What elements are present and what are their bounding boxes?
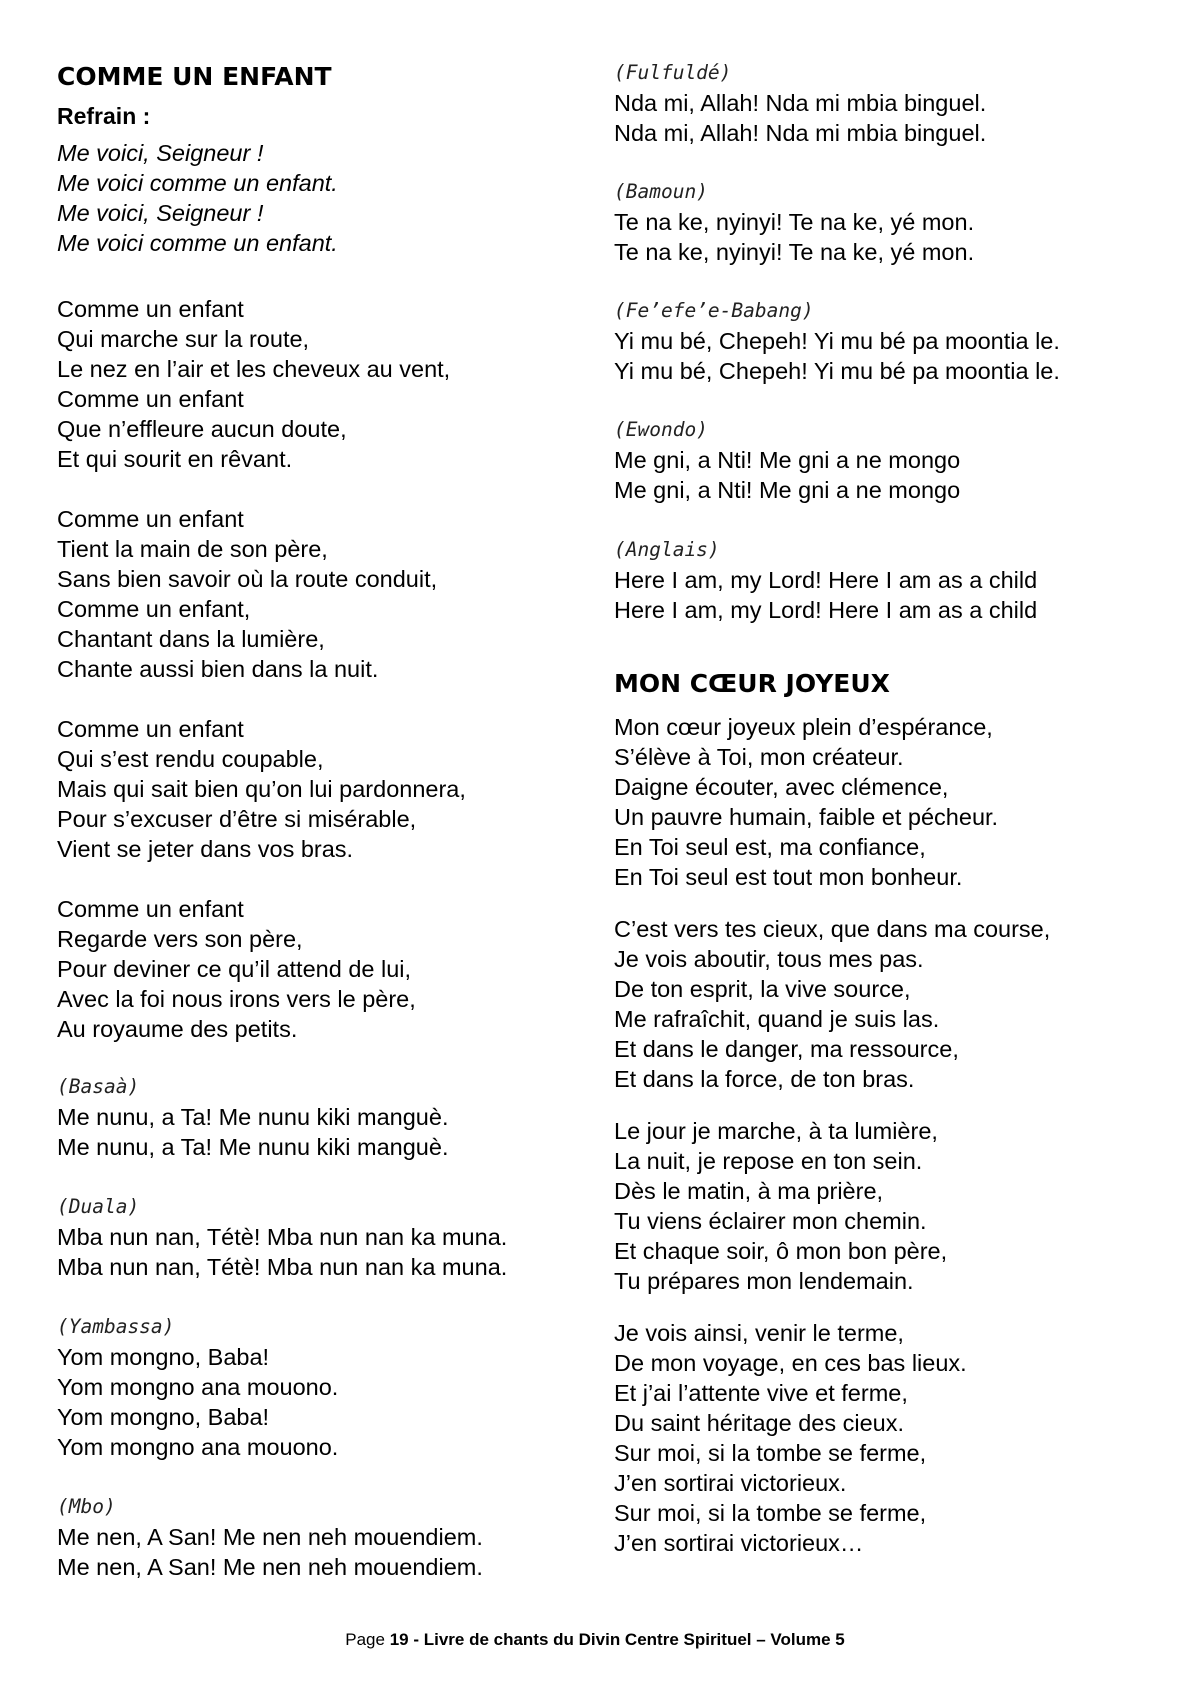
language-label: (Basaà)	[57, 1075, 140, 1098]
verse-line: Un pauvre humain, faible et pécheur.	[614, 804, 999, 830]
verse-2	[57, 504, 437, 684]
translation-line: Yom mongno ana mouono.	[57, 1374, 339, 1400]
translation-line: Me nunu, a Ta! Me nunu kiki manguè.	[57, 1104, 449, 1130]
verse-1	[57, 294, 450, 474]
verse-line: Vient se jeter dans vos bras.	[57, 836, 354, 862]
translation-line: Nda mi, Allah! Nda mi mbia binguel.	[614, 90, 987, 116]
verse-line: C’est vers tes cieux, que dans ma course,	[614, 916, 1051, 942]
translation-bamoun	[614, 177, 974, 267]
footer-prefix: Page	[345, 1630, 390, 1649]
verse-line: Tient la main de son père,	[57, 536, 328, 562]
translation-line: Me nen, A San! Me nen neh mouendiem.	[57, 1524, 483, 1550]
verse-line: Chante aussi bien dans la nuit.	[57, 656, 379, 682]
verse-line: Chantant dans la lumière,	[57, 626, 325, 652]
translation-fefefe-babang	[614, 296, 1060, 386]
language-label: (Mbo)	[57, 1495, 116, 1518]
page-footer	[0, 1628, 1190, 1652]
translation-yambassa	[57, 1312, 338, 1462]
translation-line: Me gni, a Nti! Me gni a ne mongo	[614, 477, 961, 503]
refrain-line: Me voici, Seigneur !	[57, 140, 264, 166]
verse-line: Je vois ainsi, venir le terme,	[614, 1320, 904, 1346]
refrain-line: Me voici comme un enfant.	[57, 170, 338, 196]
verse-line: Et qui sourit en rêvant.	[57, 446, 293, 472]
verse-3	[614, 1116, 947, 1296]
verse-line: Et j’ai l’attente vive et ferme,	[614, 1380, 908, 1406]
verse-line: Mais qui sait bien qu’on lui pardonnera,	[57, 776, 466, 802]
verse-line: Comme un enfant	[57, 386, 244, 412]
verse-line: J’en sortirai victorieux…	[614, 1530, 864, 1556]
verse-line: Pour s’excuser d’être si misérable,	[57, 806, 417, 832]
verse-line: En Toi seul est, ma confiance,	[614, 834, 926, 860]
verse-line: Sur moi, si la tombe se ferme,	[614, 1500, 927, 1526]
translation-line: Yi mu bé, Chepeh! Yi mu bé pa moontia le.	[614, 328, 1060, 354]
verse-line: Pour deviner ce qu’il attend de lui,	[57, 956, 412, 982]
translation-line: Mba nun nan, Tétè! Mba nun nan ka muna.	[57, 1254, 508, 1280]
verse-line: De mon voyage, en ces bas lieux.	[614, 1350, 967, 1376]
verse-line: Au royaume des petits.	[57, 1016, 298, 1042]
translation-line: Te na ke, nyinyi! Te na ke, yé mon.	[614, 239, 975, 265]
translation-line: Here I am, my Lord! Here I am as a child	[614, 597, 1038, 623]
verse-line: Je vois aboutir, tous mes pas.	[614, 946, 924, 972]
verse-line: Dès le matin, à ma prière,	[614, 1178, 884, 1204]
footer-page-number: 19	[389, 1630, 409, 1649]
verse-line: De ton esprit, la vive source,	[614, 976, 911, 1002]
verse-line: Mon cœur joyeux plein d’espérance,	[614, 714, 993, 740]
translation-line: Yi mu bé, Chepeh! Yi mu bé pa moontia le.	[614, 358, 1060, 384]
verse-line: J’en sortirai victorieux.	[614, 1470, 847, 1496]
verse-line: Avec la foi nous irons vers le père,	[57, 986, 416, 1012]
verse-line: Le nez en l’air et les cheveux au vent,	[57, 356, 451, 382]
language-label: (Ewondo)	[614, 418, 708, 441]
language-label: (Duala)	[57, 1195, 140, 1218]
translation-line: Here I am, my Lord! Here I am as a child	[614, 567, 1038, 593]
translation-duala	[57, 1192, 507, 1282]
verse-line: Comme un enfant	[57, 296, 244, 322]
translation-mbo	[57, 1492, 483, 1582]
verse-line: Sans bien savoir où la route conduit,	[57, 566, 438, 592]
footer-book-title: - Livre de chants du Divin Centre Spirituel – Volume 5	[408, 1630, 845, 1649]
verse-4	[614, 1318, 967, 1558]
translation-line: Yom mongno, Baba!	[57, 1344, 270, 1370]
translation-line: Yom mongno, Baba!	[57, 1404, 270, 1430]
verse-2	[614, 914, 1050, 1094]
verse-line: La nuit, je repose en ton sein.	[614, 1148, 923, 1174]
verse-line: Qui marche sur la route,	[57, 326, 310, 352]
verse-line: S’élève à Toi, mon créateur.	[614, 744, 904, 770]
translation-line: Me gni, a Nti! Me gni a ne mongo	[614, 447, 961, 473]
language-label: (Bamoun)	[614, 180, 708, 203]
verse-3	[57, 714, 466, 864]
verse-1	[614, 712, 998, 892]
verse-line: Sur moi, si la tombe se ferme,	[614, 1440, 927, 1466]
verse-line: Du saint héritage des cieux.	[614, 1410, 904, 1436]
translation-line: Yom mongno ana mouono.	[57, 1434, 339, 1460]
verse-line: Comme un enfant	[57, 716, 244, 742]
verse-line: Que n’effleure aucun doute,	[57, 416, 347, 442]
verse-line: Comme un enfant,	[57, 596, 251, 622]
translation-line: Nda mi, Allah! Nda mi mbia binguel.	[614, 120, 987, 146]
verse-line: Comme un enfant	[57, 896, 244, 922]
verse-line: Le jour je marche, à ta lumière,	[614, 1118, 938, 1144]
verse-line: Daigne écouter, avec clémence,	[614, 774, 949, 800]
verse-line: Tu viens éclairer mon chemin.	[614, 1208, 927, 1234]
verse-line: Et dans le danger, ma ressource,	[614, 1036, 959, 1062]
verse-line: Tu prépares mon lendemain.	[614, 1268, 914, 1294]
language-label: (Anglais)	[614, 538, 720, 561]
translation-anglais	[614, 535, 1037, 625]
verse-line: Qui s’est rendu coupable,	[57, 746, 324, 772]
verse-4	[57, 894, 416, 1044]
verse-line: Regarde vers son père,	[57, 926, 303, 952]
refrain-stanza	[57, 138, 338, 258]
language-label: (Fe’efe’e-Babang)	[614, 299, 814, 322]
verse-line: Et dans la force, de ton bras.	[614, 1066, 915, 1092]
refrain-label: Refrain :	[57, 103, 151, 129]
translation-basaa	[57, 1072, 448, 1162]
refrain-line: Me voici, Seigneur !	[57, 200, 264, 226]
language-label: (Fulfuldé)	[614, 61, 732, 84]
verse-line: Me rafraîchit, quand je suis las.	[614, 1006, 940, 1032]
language-label: (Yambassa)	[57, 1315, 175, 1338]
verse-line: Comme un enfant	[57, 506, 244, 532]
song-title-comme-un-enfant: COMME UN ENFANT	[57, 62, 332, 91]
verse-line: Et chaque soir, ô mon bon père,	[614, 1238, 948, 1264]
translation-fulfulde	[614, 58, 986, 148]
translation-line: Me nen, A San! Me nen neh mouendiem.	[57, 1554, 483, 1580]
translation-line: Te na ke, nyinyi! Te na ke, yé mon.	[614, 209, 975, 235]
translation-ewondo	[614, 415, 960, 505]
translation-line: Me nunu, a Ta! Me nunu kiki manguè.	[57, 1134, 449, 1160]
song-title-mon-coeur-joyeux: MON CŒUR JOYEUX	[614, 669, 890, 698]
refrain-line: Me voici comme un enfant.	[57, 230, 338, 256]
verse-line: En Toi seul est tout mon bonheur.	[614, 864, 963, 890]
translation-line: Mba nun nan, Tétè! Mba nun nan ka muna.	[57, 1224, 508, 1250]
